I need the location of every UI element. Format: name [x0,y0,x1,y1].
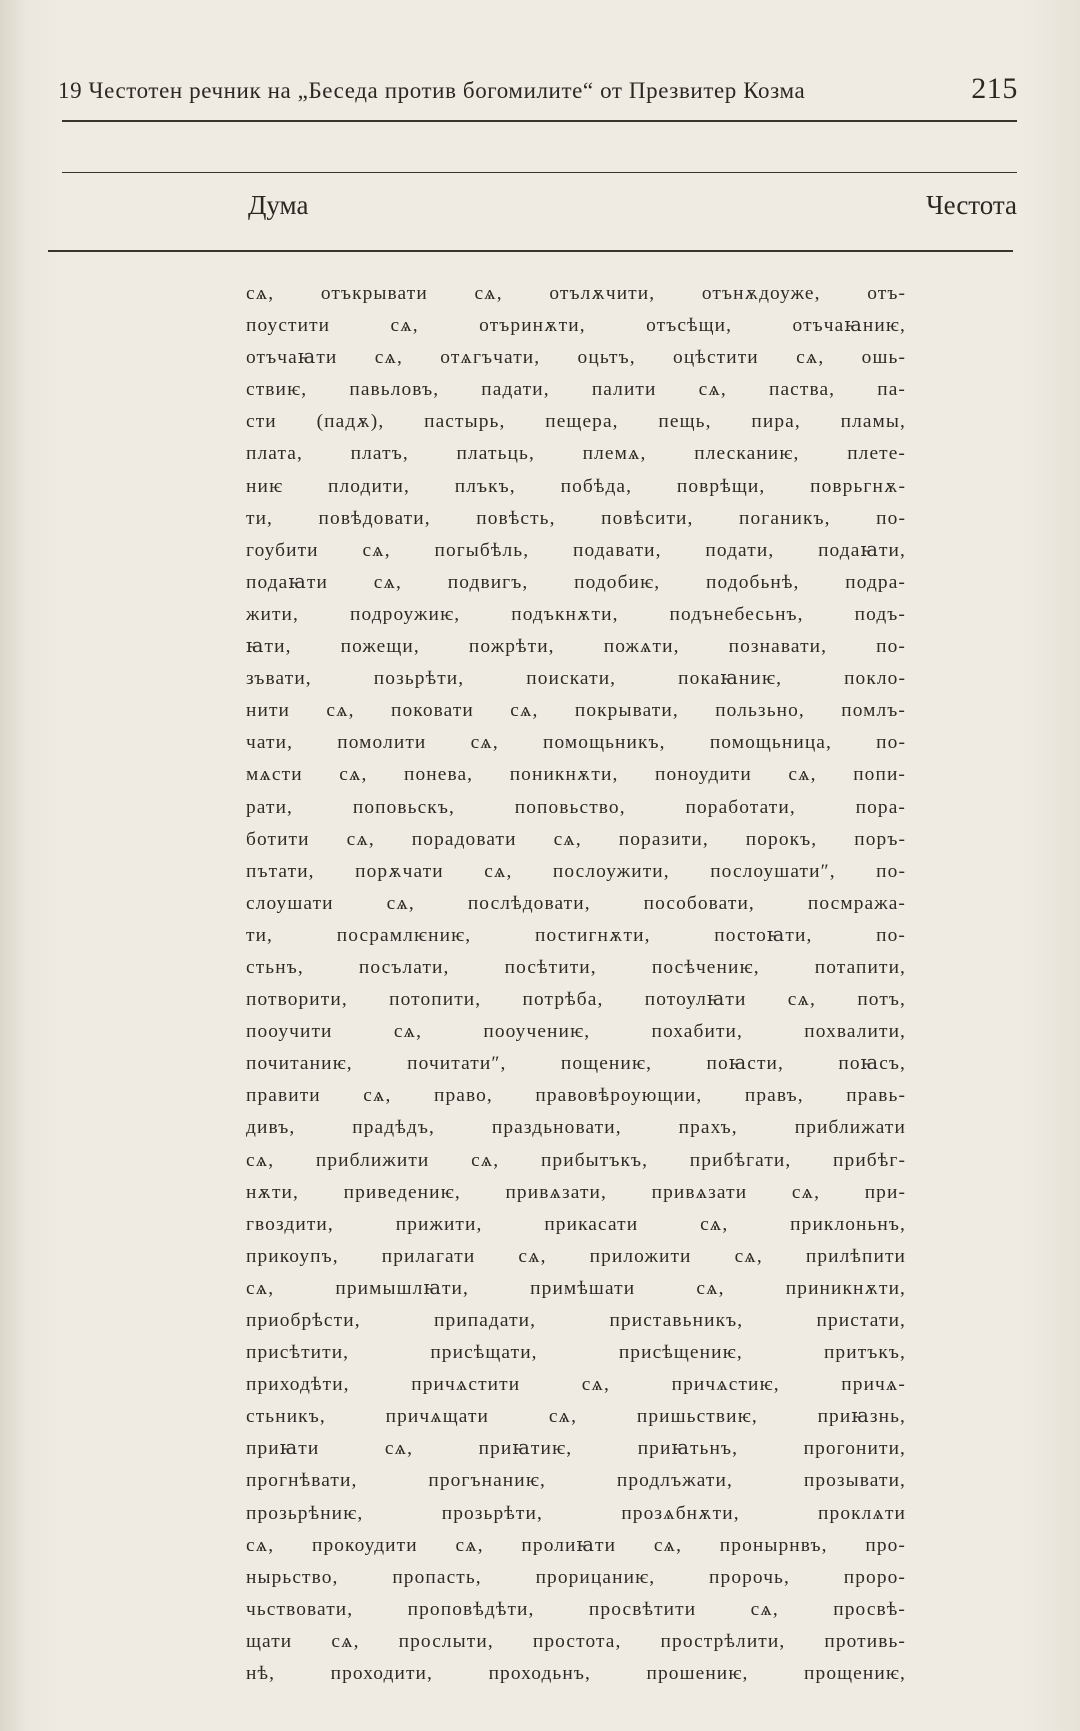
word-list-text [246,278,906,1690]
text-line: сѧ, приближити сѧ, прибытъкъ, прибѣгати, прибѣг- [246,1149,906,1171]
text-line: ниѥ плодити, плъкъ, побѣда, поврѣщи, поврьгнѫ- [246,475,906,497]
table-header-rule [48,250,1013,252]
text-line: подаꙗти сѧ, подвигъ, подобиѥ, подобьнѣ, подра- [246,571,906,593]
text-line: гоубити сѧ, погыбѣль, подавати, подати, подаꙗти, [246,539,906,561]
text-line: жити, подроужиѥ, подъкнѫти, подънебесьнъ, подъ- [246,603,906,625]
text-line: поустити сѧ, отъринѫти, отъсѣщи, отъчаꙗниѥ, [246,315,906,337]
text-line: зъвати, позьрѣти, поискати, покаꙗниѥ, покло- [246,668,906,690]
text-line: ти, посрамлѥниѥ, постигнѫти, постоꙗти, по- [246,924,906,946]
text-line: отъчаꙗти сѧ, отѧгъчати, оцьтъ, оцѣстити сѧ, ошь- [246,347,906,369]
text-line: ствиѥ, павьловъ, падати, палити сѧ, паства, па- [246,379,906,401]
text-line: слоушати сѧ, послѣдовати, пособовати, посмража- [246,892,906,914]
page-number: 215 [971,72,1018,105]
text-line: потворити, потопити, потрѣба, потоулꙗти сѧ, потъ, [246,989,906,1011]
text-line: ныpьство, пропасть, прорицаниѥ, пророчь, проро- [246,1566,906,1588]
text-line: прозьрѣниѥ, прозьрѣти, прозѧбнѫти, проклѧти [246,1502,906,1524]
text-line: прикоупъ, прилагати сѧ, приложити сѧ, прилѣпити [246,1245,906,1267]
column-header-word: Дума [248,190,309,220]
column-header-frequency: Честота [926,190,1017,220]
text-line: рати, поповьскъ, поповьство, поработати, пора- [246,796,906,818]
text-line: ботити сѧ, порадовати сѧ, поразити, порокъ, поръ- [246,828,906,850]
text-line: чати, помолити сѧ, помощьникъ, помощьница, по- [246,732,906,754]
text-line: плата, платъ, платьць, племѧ, плесканиѥ, плете- [246,443,906,465]
running-header [58,72,1018,112]
running-title: 19 Честотен речник на „Беседа против богомилите“ от Презвитер Козма [58,78,806,103]
text-line: дивъ, прадѣдъ, праздьновати, прахъ, приближати [246,1117,906,1139]
text-line: сѧ, примышлꙗти, примѣшати сѧ, приникнѫти, [246,1277,906,1299]
text-line: нѣ, проходити, проходьнъ, прошениѥ, прощениѥ, [246,1663,906,1685]
text-line: прогнѣвати, прогънаниѥ, продлъжати, прозывати, [246,1470,906,1492]
text-line: чьствовати, проповѣдѣти, просвѣтити сѧ, просвѣ- [246,1598,906,1620]
text-line: приходѣти, причѧстити сѧ, причѧстиѥ, причѧ- [246,1374,906,1396]
text-line: приобрѣсти, припадати, приставьникъ, пристати, [246,1310,906,1331]
text-line: стьникъ, причѧщати сѧ, пришьствиѥ, приꙗзнь, [246,1406,906,1428]
text-line: ти, повѣдовати, повѣсть, повѣсити, поганикъ, по- [246,507,906,529]
text-line: гвоздити, прижити, прикасати сѧ, приклоньнъ, [246,1213,906,1235]
text-line: почитаниѥ, почитати″, пощениѥ, поꙗсти, поꙗсъ, [246,1053,906,1075]
text-line: сѧ, прокоудити сѧ, пролиꙗти сѧ, пронырнвъ, про- [246,1534,906,1556]
text-line: сти (падѫ), пастырь, пещера, пещь, пира, пламы, [246,411,906,433]
text-line: щати сѧ, прослыти, простота, прострѣлити, противь- [246,1630,906,1652]
text-line: приꙗти сѧ, приꙗтиѥ, приꙗтьнъ, прогонити, [246,1438,906,1460]
text-line: пътати, порѫчати сѧ, послоужити, послоушати″, по- [246,860,906,882]
text-line: правити сѧ, право, правовѣроующии, правъ, правь- [246,1085,906,1107]
header-rule [62,120,1017,122]
text-line: сѧ, отъкрывати сѧ, отълѫчити, отънѫдоуже, отъ- [246,283,906,304]
text-line: нѫти, приведениѥ, привѧзати, привѧзати сѧ, при- [246,1181,906,1203]
text-line: ꙗти, пожещи, пожрѣти, пожѧти, познавати, по- [246,636,906,658]
text-line: присѣтити, присѣщати, присѣщениѥ, притъкъ, [246,1342,906,1364]
column-headers [0,190,1080,230]
text-line: мѧсти сѧ, понева, поникнѫти, поноудити сѧ, попи- [246,764,906,786]
text-line: стьнъ, посълати, посѣтити, посѣчениѥ, потапити, [246,956,906,978]
text-line: пооучити сѧ, пооучениѥ, похабити, похвалити, [246,1021,906,1043]
text-line: нити сѧ, поковати сѧ, покрывати, пользьно, помлъ- [246,700,906,722]
table-top-rule [62,172,1017,173]
